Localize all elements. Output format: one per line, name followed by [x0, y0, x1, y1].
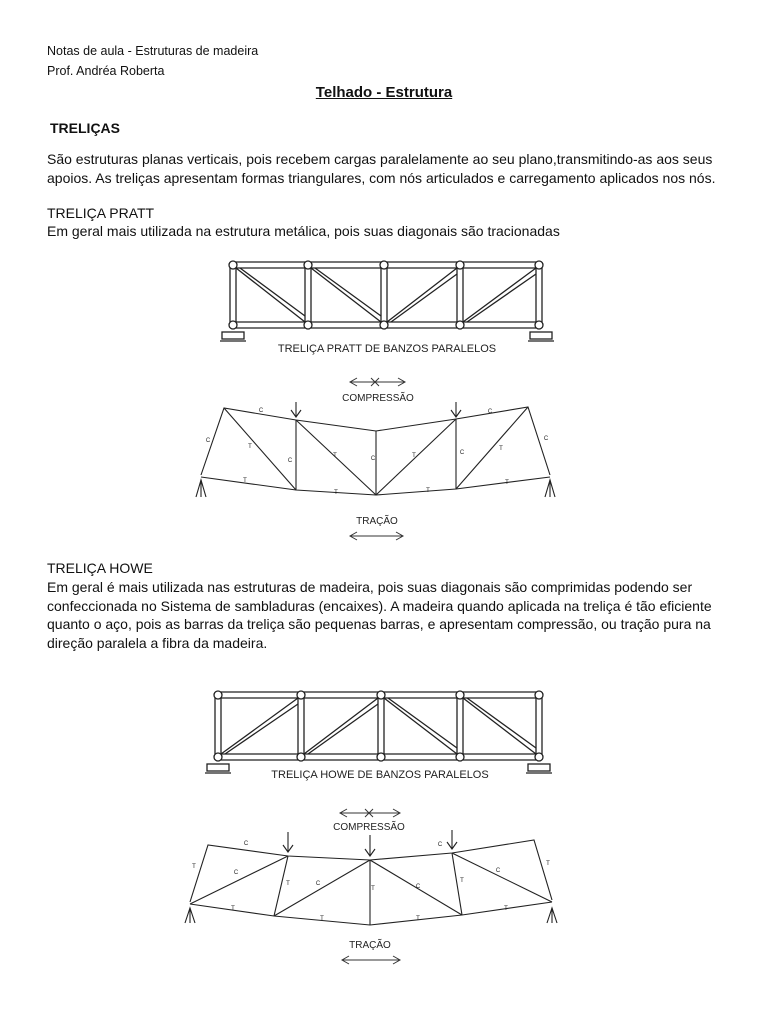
svg-text:C: C	[495, 868, 501, 874]
svg-text:C: C	[459, 450, 465, 456]
howe-tension-label: TRAÇÃO	[349, 940, 391, 951]
svg-text:T: T	[505, 480, 509, 486]
svg-text:T: T	[426, 488, 430, 494]
howe-heading: TRELIÇA HOWE	[47, 560, 153, 576]
svg-text:T: T	[460, 878, 464, 884]
svg-text:T: T	[416, 916, 420, 922]
svg-text:C: C	[258, 408, 264, 414]
svg-text:T: T	[248, 444, 252, 450]
svg-text:C: C	[415, 884, 421, 890]
svg-text:C: C	[437, 842, 443, 848]
svg-text:T: T	[546, 861, 550, 867]
svg-text:T: T	[231, 906, 235, 912]
svg-text:T: T	[412, 453, 416, 459]
header-course: Notas de aula - Estruturas de madeira	[47, 44, 259, 58]
section-heading: TRELIÇAS	[50, 120, 120, 136]
svg-text:C: C	[205, 438, 211, 444]
pratt-compression-label: COMPRESSÃO	[342, 393, 414, 404]
svg-text:C: C	[370, 456, 376, 462]
header-professor: Prof. Andréa Roberta	[47, 64, 165, 78]
svg-text:C: C	[543, 436, 549, 442]
svg-text:T: T	[333, 453, 337, 459]
page-title: Telhado - Estrutura	[315, 84, 453, 101]
svg-text:C: C	[287, 458, 293, 464]
svg-text:T: T	[192, 864, 196, 870]
pratt-description: Em geral mais utilizada na estrutura metálica, pois suas diagonais são tracionadas	[47, 223, 560, 239]
pratt-heading: TRELIÇA PRATT	[47, 205, 155, 221]
svg-text:T: T	[243, 478, 247, 484]
svg-text:T: T	[504, 906, 508, 912]
pratt-tension-label: TRAÇÃO	[356, 516, 398, 527]
svg-text:C: C	[243, 841, 249, 847]
pratt-caption: TRELIÇA PRATT DE BANZOS PARALELOS	[277, 343, 497, 355]
svg-text:T: T	[371, 886, 375, 892]
howe-caption: TRELIÇA HOWE DE BANZOS PARALELOS	[271, 769, 489, 781]
howe-compression-label: COMPRESSÃO	[333, 822, 405, 833]
howe-truss-figure	[0, 680, 768, 980]
svg-text:T: T	[286, 881, 290, 887]
pratt-truss-figure	[0, 250, 768, 550]
svg-text:C: C	[487, 409, 493, 415]
svg-text:C: C	[315, 881, 321, 887]
howe-description: Em geral é mais utilizada nas estruturas de madeira, pois suas diagonais são comprimidas podendo ser confeccionada no Sistema de sambladuras (encaixes). A madeira quando aplicada na treliça é tão eficiente quanto o aço, pois as barras da treliça são pequenas barras, e apresentam compressão, ou tração pura na direção paralela a fibra da madeira.	[47, 579, 712, 651]
intro-paragraph: São estruturas planas verticais, pois recebem cargas paralelamente ao seu plano,transmitindo-as aos seus apoios. As treliças apresentam formas triangulares, com nós articulados e carregamento aplicados nos nós.	[47, 151, 716, 186]
svg-text:C: C	[233, 870, 239, 876]
svg-text:T: T	[499, 446, 503, 452]
svg-text:T: T	[334, 490, 338, 496]
svg-text:T: T	[320, 916, 324, 922]
